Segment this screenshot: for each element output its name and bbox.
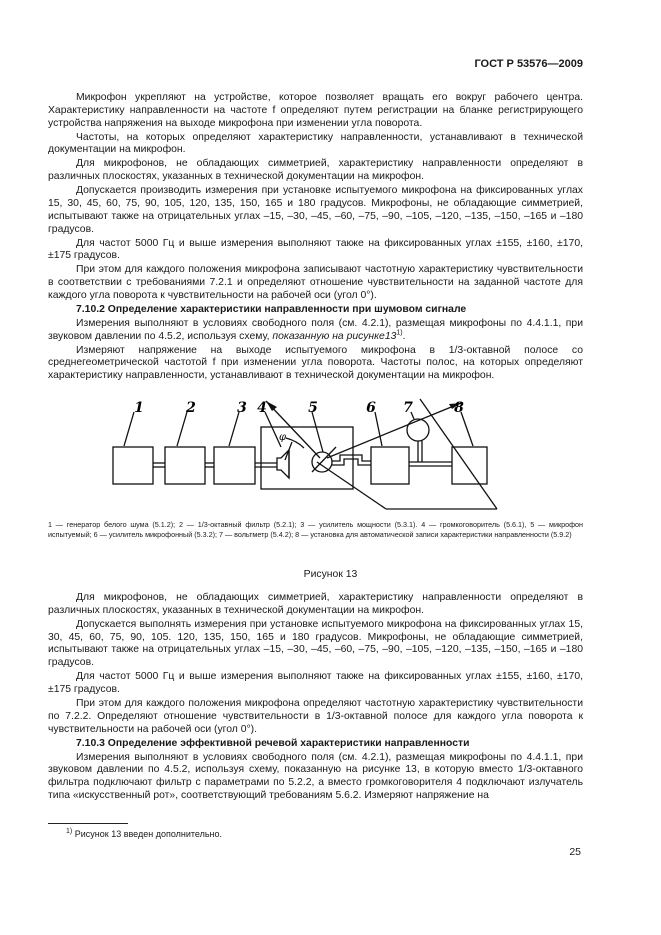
section-heading-7-10-2: 7.10.2 Определение характеристики направленности при шумовом сигнале: [76, 303, 467, 315]
label-4: 4: [257, 400, 267, 416]
label-2: 2: [186, 400, 196, 416]
page-number: 25: [569, 846, 581, 858]
paragraph: Допускается производить измерения при установке испытуемого микрофона на фиксированных углах 15, 30, 45, 60, 75, 90, 105, 120, 135, 150, 165 и 180 градусов. Микрофоны, не обладающие симметрией, испытывают также на отрицательных углах –15, –30, –45, –60, –75, –90, –105, –120, –135, –150, –165 и –180 градусов.: [48, 185, 583, 235]
label-6: 6: [366, 400, 376, 416]
footnote-mark: 1): [66, 828, 73, 835]
paragraph: Для микрофонов, не обладающих симметрией, характеристику направленности определяют в различных плоскостях, указанных в технической документации на микрофон.: [48, 592, 583, 616]
paragraph: При этом для каждого положения микрофона определяют частотную характеристику чувствительности по 7.2.2. Определяют отношение чувствительности в 1/3-октавной полосе для каждого угла поворота к чувствительности на рабочей оси (угол 0°).: [48, 697, 583, 735]
voltmeter-7-icon: [407, 419, 429, 441]
angle-label: φ: [279, 432, 287, 443]
paragraph: Для микрофонов, не обладающих симметрией, характеристику направленности определяют в различных плоскостях, указанных в технической документации на микрофон.: [48, 158, 583, 183]
block-3-amplifier: [214, 447, 255, 484]
footnote-mark: 1): [396, 329, 403, 337]
footnote-separator: [48, 823, 128, 824]
paragraph: Для частот 5000 Гц и выше измерения выполняют также на фиксированных углах ±155, ±160, ±170, ±175 градусов.: [48, 237, 583, 262]
section-heading-7-10-3: 7.10.3 Определение эффективной речевой характеристики направленности: [76, 737, 470, 749]
paragraph: Измерения выполняют в условиях свободного поля (см. 4.2.1), размещая микрофоны по 4.4.1.1, при звуковом давлении по 4.5.2, используя схему, показанную на рисунке13$^{1)}$.: [48, 317, 583, 342]
measurement-chamber: [261, 427, 353, 489]
paragraph: Измерения выполняют в условиях свободного поля (см. 4.2.1), размещая микрофоны по 4.4.1.1, при звуковом давлении по 4.5.2, используя схему, показанную на рисунке 13, в которую вместо 1/3-октавного фильтра подключают фильтр с параметрами по 5.2.2, а вместо громкоговорителя 4 подключают излучатель типа «искусственный рот», соответствующий требованиям 5.6.2. Измеряют напряжение на: [48, 751, 583, 801]
paragraph: Для частот 5000 Гц и выше измерения выполняют также на фиксированных углах ±155, ±160, ±170, ±175 градусов.: [48, 671, 583, 695]
figure-legend: 1 — генератор белого шума (5.1.2); 2 — 1/3-октавный фильтр (5.2.1); 3 — усилитель мощности (5.3.1). 4 — громкоговоритель (5.6.1), 5 — микрофон испытуемый; 6 — усилитель микрофонный (5.3.2); 7 — вольтметр (5.4.2); 8 — установка для автоматической записи характеристики направленности (5.9.2): [48, 520, 583, 539]
label-5: 5: [308, 400, 318, 416]
label-1: 1: [134, 400, 144, 416]
footnote: $^{1)}$ Рисунок 13 введен дополнительно.: [66, 828, 223, 839]
text-block-bottom: [48, 592, 583, 804]
label-8: 8: [454, 400, 464, 416]
block-6-mic-amplifier: [371, 447, 409, 484]
block-1-generator: [113, 447, 153, 484]
figure-caption: Рисунок 13: [303, 569, 358, 580]
label-3: 3: [237, 400, 247, 416]
block-2-filter: [165, 447, 205, 484]
paragraph: Микрофон укрепляют на устройстве, которое позволяет вращать его вокруг рабочего центра. Характеристику направленности на частоте f определяют путем регистрации на бланке регистрирующего устройства напряжения на выходе микрофона при изменении угла поворота.: [48, 92, 583, 129]
paragraph: Допускается выполнять измерения при установке испытуемого микрофона на фиксированных углах 15, 30, 45, 60, 75, 90, 105. 120, 135, 150, 165 и 180 градусов. Микрофоны, не обладающие симметрией, испытывают также на отрицательных углах –15, –30, –45, –60, –75, –90, –105, –120, –135, –150, –165 и –180 градусов.: [48, 618, 583, 669]
label-7: 7: [403, 400, 413, 416]
paragraph: Измеряют напряжение на выходе испытуемого микрофона в 1/3-октавной полосе со среднегеометрической частотой f при изменении угла поворота. Частоты полос, на которых определяют характеристику направленности, устанавливают в технической документации на микрофон.: [48, 344, 583, 382]
paragraph: Частоты, на которых определяют характеристику направленности, устанавливают в технической документации на микрофон.: [48, 131, 583, 156]
figure-reference: показанную на рисунке13: [272, 330, 397, 342]
paragraph: При этом для каждого положения микрофона записывают частотную характеристику чувствительности в соответствии с требованиями 7.2.1 и определяют отношение чувствительности на заданной частоте для каждого угла поворота к чувствительности на рабочей оси (угол 0°).: [48, 264, 583, 301]
document-code: ГОСТ Р 53576—2009: [474, 58, 583, 70]
